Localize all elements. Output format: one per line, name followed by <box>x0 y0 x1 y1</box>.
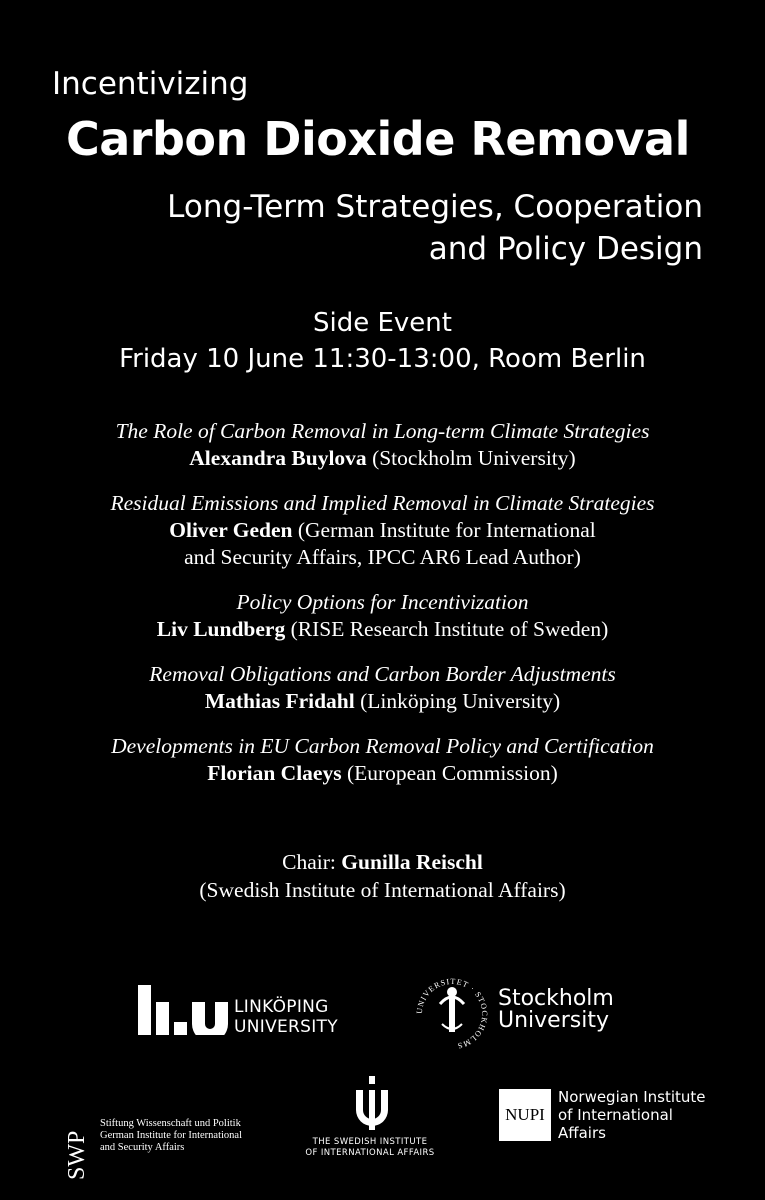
nupi-mark: NUPI <box>499 1089 551 1141</box>
liu-logo <box>138 985 228 1040</box>
talk-speaker: Alexandra Buylova <box>189 446 367 470</box>
chair-block <box>0 848 765 904</box>
talk-topic: Developments in EU Carbon Removal Policy and Certification <box>111 734 654 758</box>
event-datetime: Friday 10 June 11:30-13:00, Room Berlin <box>119 344 646 374</box>
talk-list <box>0 418 765 805</box>
talk-affiliation: (Linköping University) <box>354 689 561 713</box>
nupi-line-2: of International <box>558 1106 673 1124</box>
liu-wordmark <box>234 997 338 1037</box>
talk-topic: Removal Obligations and Carbon Border Adjustments <box>149 662 616 686</box>
ui-mark-icon <box>352 1076 392 1132</box>
talk-affiliation-continued: and Security Affairs, IPCC AR6 Lead Author) <box>184 545 581 569</box>
su-seal-text: UNIVERSITET · STOCKHOLMS <box>414 976 490 1051</box>
talk-speaker-line <box>0 517 765 544</box>
subtitle-line-1: Long-Term Strategies, Cooperation <box>167 189 703 225</box>
swp-wordmark <box>100 1118 242 1154</box>
talk-affiliation: (European Commission) <box>341 761 558 785</box>
ui-line-1: THE SWEDISH INSTITUTE <box>312 1137 428 1147</box>
talk-speaker-line <box>0 445 765 472</box>
ui-wordmark <box>300 1137 440 1159</box>
talk-speaker: Florian Claeys <box>207 761 342 785</box>
chair-name: Gunilla Reischl <box>341 850 483 874</box>
ui-line-2: OF INTERNATIONAL AFFAIRS <box>305 1148 435 1158</box>
subtitle <box>167 186 703 270</box>
liu-mark-icon <box>138 985 228 1035</box>
nupi-line-1: Norwegian Institute <box>558 1088 706 1106</box>
su-line-1: Stockholm <box>498 986 614 1011</box>
talk-affiliation: (Stockholm University) <box>366 446 576 470</box>
nupi-wordmark <box>558 1088 706 1142</box>
talk-item <box>0 661 765 715</box>
su-seal <box>412 974 492 1059</box>
subtitle-line-2: and Policy Design <box>428 231 703 267</box>
talk-speaker: Mathias Fridahl <box>204 689 355 713</box>
chair-affiliation: (Swedish Institute of International Affairs) <box>199 878 566 902</box>
talk-item <box>0 733 765 787</box>
talk-item <box>0 589 765 643</box>
talk-topic: The Role of Carbon Removal in Long-term Climate Strategies <box>115 419 650 443</box>
talk-item <box>0 490 765 571</box>
chair-line <box>0 848 765 876</box>
su-seal-icon <box>412 974 492 1054</box>
main-title: Carbon Dioxide Removal <box>66 112 690 166</box>
chair-label: Chair: <box>282 850 342 874</box>
talk-speaker-line <box>0 760 765 787</box>
talk-speaker: Liv Lundberg <box>156 617 286 641</box>
su-line-2: University <box>498 1008 609 1033</box>
talk-topic: Residual Emissions and Implied Removal in Climate Strategies <box>110 491 655 515</box>
swp-mark <box>62 1092 88 1187</box>
nupi-line-3: Affairs <box>558 1124 606 1142</box>
swp-mark-icon <box>62 1092 88 1182</box>
talk-affiliation: (German Institute for International <box>292 518 596 542</box>
talk-item <box>0 418 765 472</box>
swp-line-3: and Security Affairs <box>100 1142 185 1153</box>
event-type: Side Event <box>313 308 452 338</box>
swp-line-1: Stiftung Wissenschaft und Politik <box>100 1118 241 1129</box>
pre-title: Incentivizing <box>52 66 249 102</box>
talk-speaker-line <box>0 688 765 715</box>
talk-speaker-line <box>0 616 765 643</box>
su-wordmark <box>498 988 614 1032</box>
swp-mark-text: SWP <box>64 1130 88 1180</box>
talk-topic: Policy Options for Incentivization <box>236 590 529 614</box>
liu-line-2: UNIVERSITY <box>234 1017 338 1037</box>
liu-line-1: LINKÖPING <box>234 997 329 1017</box>
swp-line-2: German Institute for International <box>100 1130 242 1141</box>
ui-logo <box>352 1076 392 1137</box>
talk-affiliation: (RISE Research Institute of Sweden) <box>285 617 609 641</box>
talk-speaker: Oliver Geden <box>169 518 293 542</box>
